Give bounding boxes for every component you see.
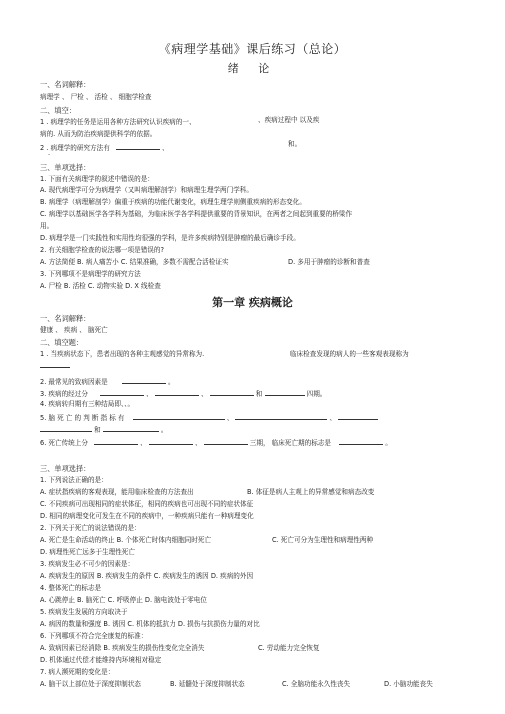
ch1-c6-d: D. 机体通过代偿才能维持内环境相对稳定 [40, 656, 162, 664]
ch1-f6-end: 。 [385, 439, 392, 447]
intro-m2-abc: A. 方法简便 B. 病人痛苦小 C. 结果准确，多数不需配合活检证实 [40, 258, 229, 266]
ch1-c7-d: D. 小脑功能丧失 [384, 680, 433, 688]
ch1-f3-and: 和 [255, 390, 263, 398]
ch1-c3: 3. 疾病发生必不可少的因素是： [40, 560, 135, 568]
ch1-f5-end: 。 [160, 426, 168, 434]
ch1-f2-text: 2. 最常见的致病因素是 [40, 378, 108, 386]
ch1-c1: 1. 下列说法正确的是： [40, 476, 108, 484]
intro-m2: 2. 有关细胞学检查的说法哪一项是错误的? [40, 246, 164, 254]
intro-m1: 1. 下面有关病理学的叙述中错误的是： [40, 175, 154, 183]
fill-blank [210, 388, 254, 396]
ch1-f6 [40, 437, 392, 448]
intro-m1-c2: 用。 [40, 222, 54, 230]
ch1-c7-c: C. 全脑功能永久性丧失 [282, 680, 351, 688]
intro-m1-b: B. 病理学（病理解剖学）偏重于疾病的功能代谢变化，病理生理学则侧重疾病的形态变化。 [40, 198, 306, 206]
ch1-f1-b: 临床检查发现的病人的一些客观表现称为 [290, 350, 409, 358]
ch1-c6-ab: A. 致病因素已经消除 B. 疾病发生的损伤性变化完全消失 [40, 644, 205, 652]
stray-mark: · [48, 151, 51, 159]
fill-blank [103, 424, 159, 432]
ch1-f6-sep1: 、 [140, 439, 147, 447]
fill-blank [40, 424, 92, 432]
ch1-f5-sep2: 、 [329, 414, 337, 422]
ch1-c2-d: D. 病理性死亡远多于生理性死亡 [40, 548, 135, 556]
intro-s3-heading: 三、单项选择： [40, 163, 91, 172]
ch1-c4: 4. 整体死亡的标志是 [40, 584, 102, 592]
ch1-f3-end: 四期。 [306, 390, 327, 398]
fill-blank [122, 376, 166, 384]
intro-s1-heading: 一、名词解释： [40, 80, 91, 89]
ch1-s1-heading: 一、名词解释： [40, 314, 91, 323]
intro-q1-part-c: 病的. 从而为防治疾病提供科学的依据。 [40, 130, 157, 138]
ch1-f1-a: 1 . 当疾病状态下，患者出现的各种主观感觉的异常称为. [40, 350, 205, 358]
fill-blank [338, 412, 378, 420]
intro-q1-part-b: 、疾病过程中 以及疾 [258, 116, 320, 124]
fill-blank [235, 412, 327, 420]
intro-m1-a: A. 现代病理学可分为病理学（又叫病理解剖学）和病理生理学两门学科。 [40, 186, 253, 194]
document-title: 《病理学基础》课后练习（总论） [158, 42, 347, 56]
ch1-f5 [40, 412, 378, 423]
ch1-c1-b: B. 体征是病人主观上的异常感觉和病态改变 [247, 488, 375, 496]
intro-m1-d: D. 病理学是一门实践性和实用性均很强的学科，是许多疾病特别是肿瘤的最后确诊手段。 [40, 234, 300, 242]
ch1-c2-c: C. 死亡可分为生理性和病理性两种 [272, 536, 374, 544]
ch1-s1-terms: 健康 、 疾病 、 脑死亡 [40, 326, 108, 334]
ch1-c7-b: B. 延髓处于深度抑制状态 [170, 680, 245, 688]
ch1-s2-heading: 二、填空题： [40, 338, 84, 347]
ch1-c3-options: A. 疾病发生的原因 B. 疾病发生的条件 C. 疾病发生的诱因 D. 疾病的外因 [40, 572, 254, 580]
intro-s2-heading: 二、填空： [40, 106, 76, 115]
ch1-f3 [40, 388, 326, 399]
intro-q1-part-a: 1 . 病理学的任务是运用各种方法研究认识疾病的一、 [40, 118, 196, 126]
intro-m1-c1: C. 病理学以基础医学各学科为基础，为临床医学各学科提供重要的背景知识，在两者之间起到重要的桥梁作 [40, 210, 353, 218]
fill-blank [40, 360, 70, 368]
ch1-f5-cont [40, 424, 168, 435]
ch1-f3-sep2: 、 [200, 390, 208, 398]
fill-blank [149, 437, 193, 445]
ch1-f6-text: 6. 死亡传统上分 [40, 439, 88, 447]
ch1-f5-and: 和 [94, 426, 101, 434]
intro-q2 [40, 142, 169, 153]
intro-q2-text: 2 . 病理学的研究方法有 [40, 144, 110, 152]
ch1-c7-a: A. 脑干以上部位处于深度抑制状态 [40, 680, 141, 688]
ch1-f5-sep1: 、 [226, 414, 234, 422]
ch1-c6: 6. 下列哪项不符合完全康复的标准： [40, 632, 148, 640]
ch1-c4-options: A. 心跳停止 B. 脑死亡 C. 呼吸停止 D. 脑电波处于零电位 [40, 596, 207, 604]
fill-blank [100, 388, 144, 396]
ch1-c7: 7. 病人濒死期的变化是： [40, 668, 115, 676]
ch1-f5-text: 5. 脑 死 亡 的 判 断 指 标 有 [40, 414, 125, 422]
ch1-c5-options: A. 病因的数量和强度 B. 诱因 C. 机体的抵抗力 D. 损伤与抗损伤力量的对比 [40, 620, 260, 628]
ch1-c1-c: C. 不同疾病可出现相同的症状体征，相同的疾病也可出现不同的症状体征 [40, 500, 254, 508]
intro-m3: 3. 下列哪项不是病理学的研究方法 [40, 270, 141, 278]
ch1-s3-heading: 三、单项选择： [40, 464, 91, 473]
fill-blank [94, 437, 138, 445]
ch1-c1-d: D. 相同的病理变化可发生在不同的疾病中，一种疾病只能有一种病理变化 [40, 512, 254, 520]
ch1-f3-text: 3. 疾病的经过分 [40, 390, 88, 398]
ch1-f1-line [40, 360, 70, 371]
ch1-f6-mid: 三期， 临床死亡期的标志是 [249, 439, 332, 447]
ch1-c6-c: C. 劳动能力完全恢复 [258, 644, 320, 652]
fill-blank [116, 142, 160, 150]
intro-heading: 绪 论 [227, 62, 278, 75]
ch1-c1-a: A. 症状指疾病的客观表现，能用临床检查的方法查出 [40, 488, 194, 496]
intro-m3-options: A. 尸检 B. 活检 C. 动物实验 D. X 线检查 [40, 282, 161, 290]
fill-blank [204, 437, 248, 445]
ch1-f6-sep2: 、 [194, 439, 202, 447]
ch1-c5: 5. 疾病发生发展的方向取决于 [40, 608, 128, 616]
intro-m2-d: D. 多用于肿瘤的诊断和普查 [288, 258, 370, 266]
intro-q2-sep: 、 [162, 144, 169, 152]
intro-s1-terms: 病理学 、 尸检 、 活检 、 细胞学检查 [40, 93, 152, 101]
fill-blank [155, 388, 199, 396]
ch1-c2-ab: A. 死亡是生命活动的终止 B. 个体死亡时体内细胞同时死亡 [40, 536, 212, 544]
fill-blank [265, 388, 305, 396]
ch1-f2 [40, 376, 175, 387]
fill-blank [339, 437, 383, 445]
ch1-c2: 2. 下列关于死亡的说法错误的是： [40, 524, 141, 532]
chapter1-heading: 第一章 疾病概论 [212, 296, 293, 309]
intro-q2-end: 和。 [288, 140, 302, 148]
ch1-f4: 4. 疾病转归期有三种结局即、、。 [40, 400, 135, 408]
ch1-f3-sep1: 、 [146, 390, 153, 398]
ch1-f2-end: 。 [167, 378, 175, 386]
fill-blank [133, 412, 225, 420]
